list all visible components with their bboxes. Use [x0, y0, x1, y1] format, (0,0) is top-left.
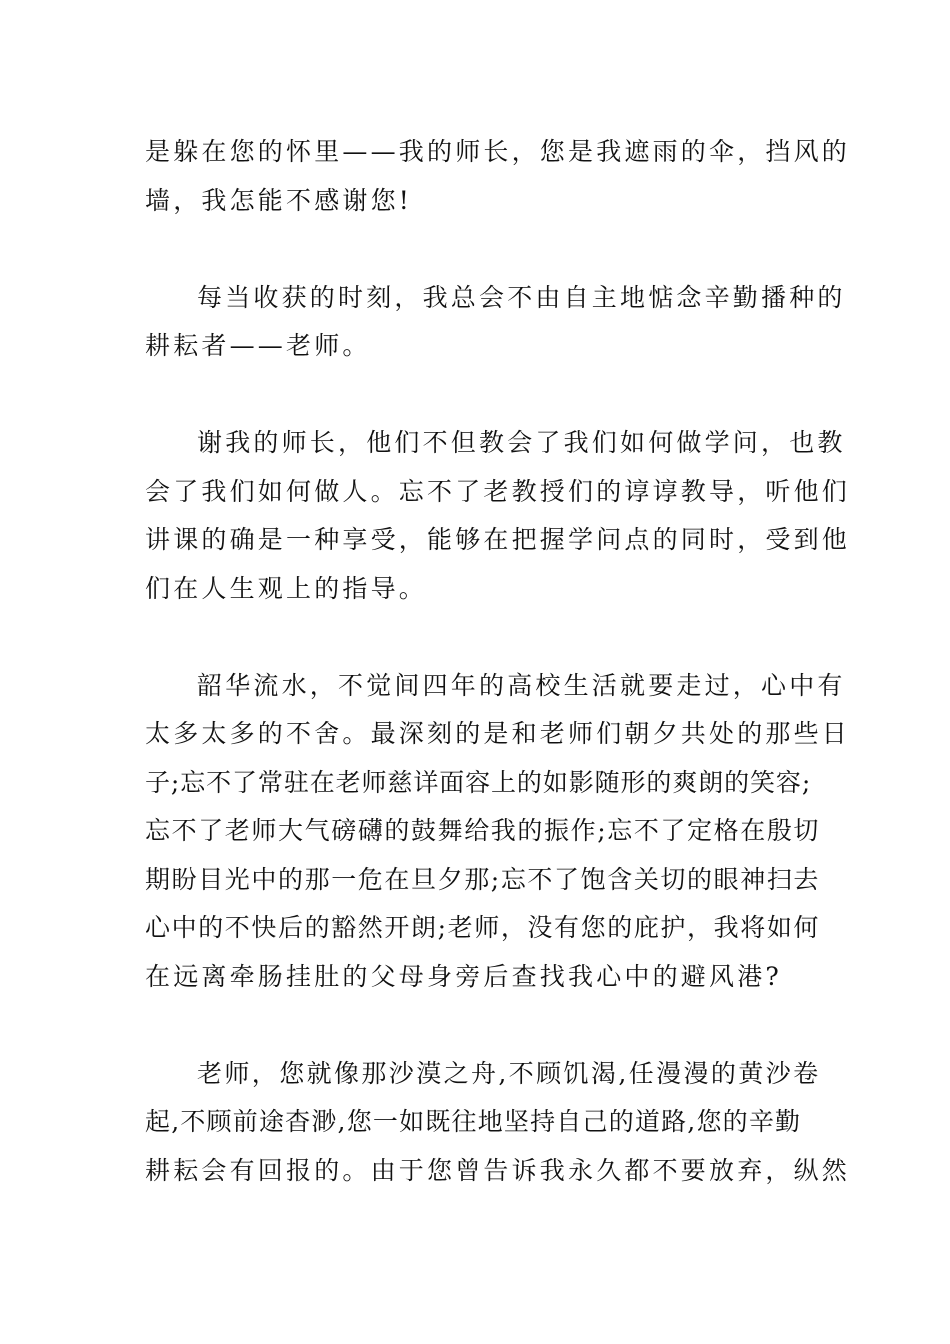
- paragraph: [145, 1050, 851, 1196]
- text-line: 讲课的确是一种享受，能够在把握学问点的同时，受到他: [145, 525, 851, 554]
- text-line: 会了我们如何做人。忘不了老教授们的谆谆教导，听他们: [145, 476, 851, 506]
- paragraph: [145, 128, 851, 225]
- paragraph: [145, 419, 851, 613]
- text-line-wrapper: [145, 1050, 821, 1099]
- text-line: 耕耘者——老师。: [145, 331, 371, 360]
- text-line: 墙，我怎能不感谢您!: [145, 185, 413, 215]
- text-line: 老师，您就像那沙漠之舟,不顾饥渴,任漫漫的黄沙卷: [197, 1058, 821, 1088]
- document-body: [145, 128, 851, 1244]
- text-line: 耕耘会有回报的。由于您曾告诉我永久都不要放弃，纵然: [145, 1155, 851, 1185]
- text-line: 太多太多的不舍。最深刻的是和老师们朝夕共处的那些日: [145, 719, 851, 748]
- text-line: 子;忘不了常驻在老师慈详面容上的如影随形的爽朗的笑容;: [145, 767, 812, 797]
- text-line: 们在人生观上的指导。: [145, 573, 428, 603]
- text-line-wrapper: [145, 419, 846, 468]
- text-line: 是躲在您的怀里——我的师长，您是我遮雨的伞，挡风的: [145, 137, 851, 166]
- text-line: 韶华流水，不觉间四年的高校生活就要走过，心中有: [197, 670, 846, 700]
- text-line-wrapper: [145, 662, 846, 711]
- text-line: 期盼目光中的那一危在旦夕那;忘不了饱含关切的眼神扫去: [145, 864, 821, 894]
- text-line: 每当收获的时刻，我总会不由自主地惦念辛勤播种的: [197, 282, 846, 312]
- text-line: 在远离牵肠挂肚的父母身旁后查找我心中的避风港?: [145, 961, 783, 991]
- text-line: 谢我的师长，他们不但教会了我们如何做学问，也教: [197, 428, 846, 457]
- text-line-wrapper: [145, 274, 846, 323]
- text-line: 起,不顾前途杳渺,您一如既往地坚持自己的道路,您的辛勤: [145, 1107, 802, 1136]
- text-line: 忘不了老师大气磅礴的鼓舞给我的振作;忘不了定格在殷切: [145, 816, 821, 845]
- text-line: 心中的不快后的豁然开朗;老师，没有您的庇护，我将如何: [145, 913, 821, 942]
- paragraph: [145, 274, 846, 371]
- paragraph: [145, 662, 851, 1002]
